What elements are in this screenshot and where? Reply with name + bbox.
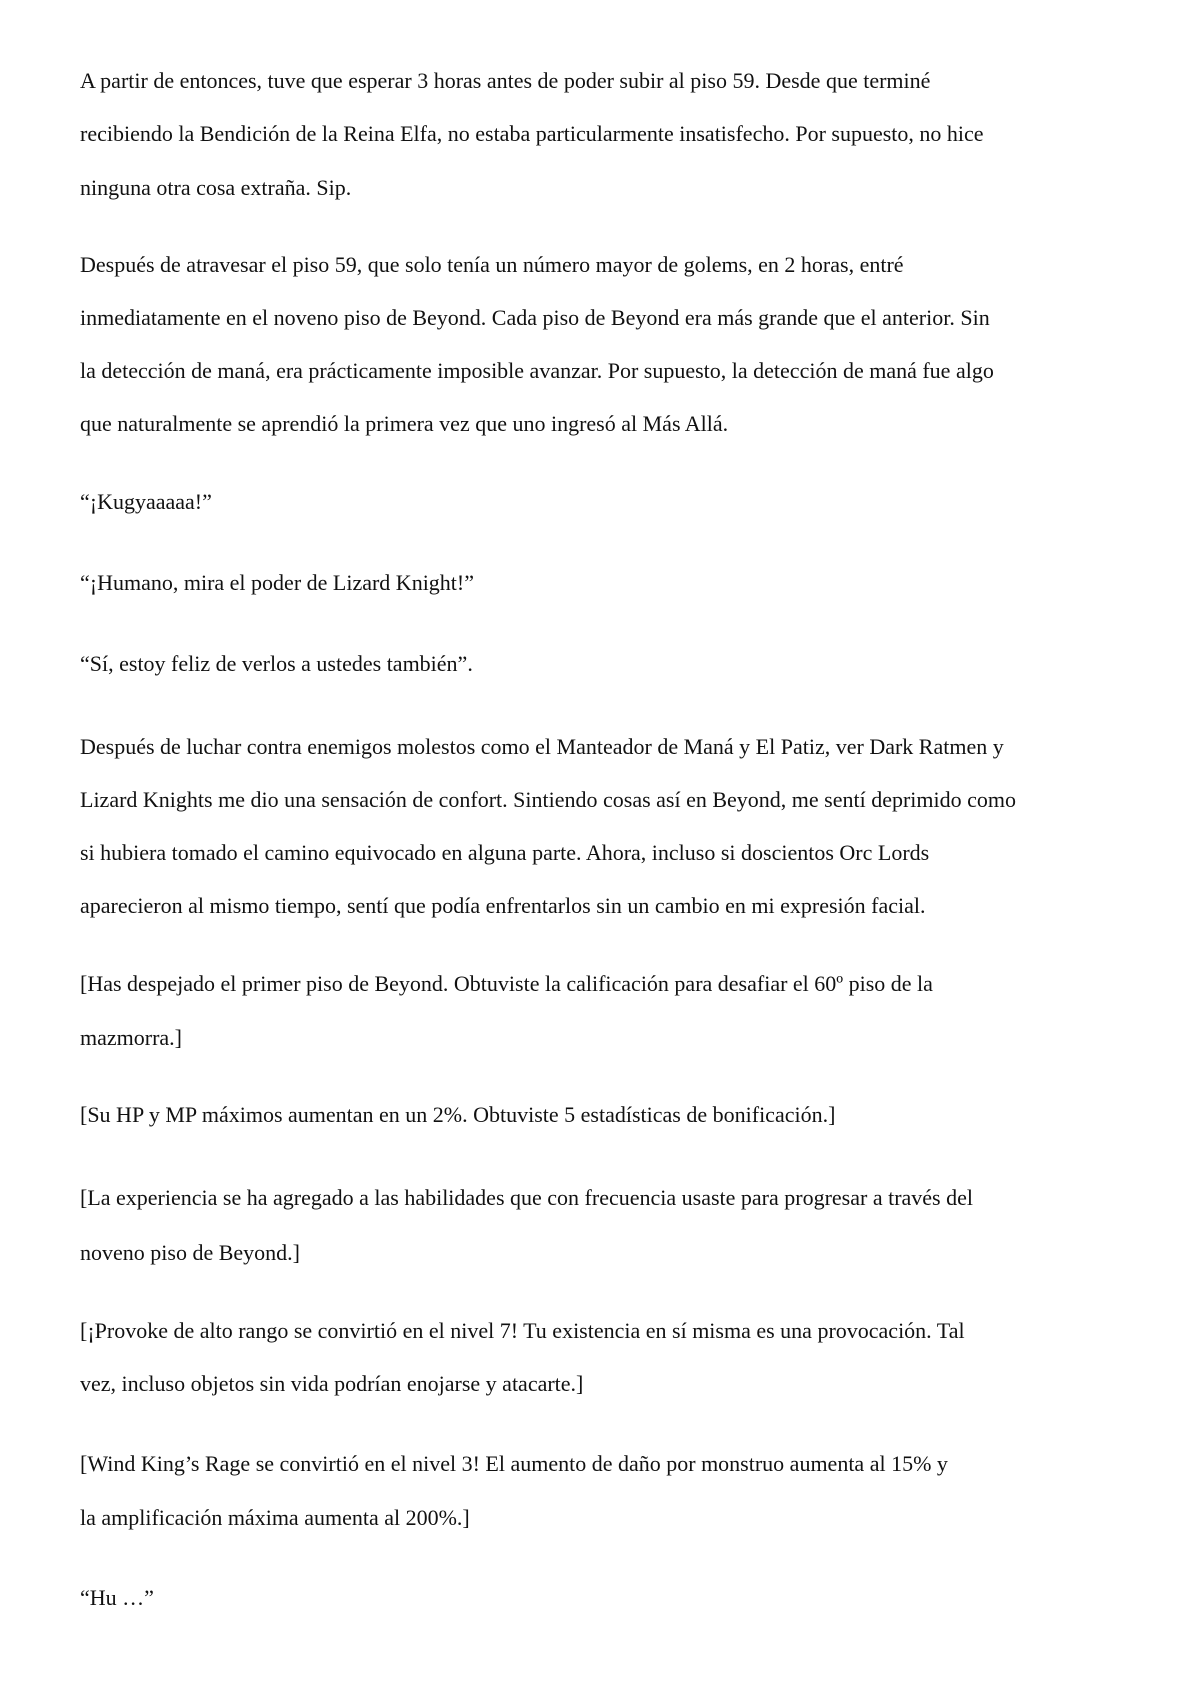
text-line: la detección de maná, era prácticamente imposible avanzar. Por supuesto, la detección de maná fue algo bbox=[80, 358, 994, 383]
dialogue-line: “Sí, estoy feliz de verlos a ustedes también”. bbox=[80, 651, 473, 676]
system-message-line: [¡Provoke de alto rango se convirtió en el nivel 7! Tu existencia en sí misma es una provocación. Tal bbox=[80, 1318, 965, 1343]
system-message-line: [Su HP y MP máximos aumentan en un 2%. Obtuviste 5 estadísticas de bonificación.] bbox=[80, 1102, 836, 1127]
text-line: ninguna otra cosa extraña. Sip. bbox=[80, 175, 352, 200]
dialogue-line: “¡Kugyaaaaa!” bbox=[80, 489, 212, 514]
system-message-line: la amplificación máxima aumenta al 200%.] bbox=[80, 1505, 470, 1530]
system-message-line: mazmorra.] bbox=[80, 1025, 182, 1050]
system-message-line: [Wind King’s Rage se convirtió en el nivel 3! El aumento de daño por monstruo aumenta al 15% y bbox=[80, 1451, 948, 1476]
system-message-line: [Has despejado el primer piso de Beyond. Obtuviste la calificación para desafiar el 60º piso de la bbox=[80, 971, 933, 996]
text-line: recibiendo la Bendición de la Reina Elfa, no estaba particularmente insatisfecho. Por supuesto, no hice bbox=[80, 121, 984, 146]
text-line: que naturalmente se aprendió la primera vez que uno ingresó al Más Allá. bbox=[80, 411, 729, 436]
system-message-line: [La experiencia se ha agregado a las habilidades que con frecuencia usaste para progresar a través del bbox=[80, 1185, 973, 1210]
text-line: si hubiera tomado el camino equivocado en alguna parte. Ahora, incluso si doscientos Orc Lords bbox=[80, 840, 930, 865]
dialogue-line: “¡Humano, mira el poder de Lizard Knight!” bbox=[80, 570, 475, 595]
system-message-line: vez, incluso objetos sin vida podrían enojarse y atacarte.] bbox=[80, 1371, 584, 1396]
system-message-line: noveno piso de Beyond.] bbox=[80, 1240, 300, 1265]
dialogue-line: “Hu …” bbox=[80, 1585, 154, 1610]
text-line: aparecieron al mismo tiempo, sentí que podía enfrentarlos sin un cambio en mi expresión facial. bbox=[80, 893, 926, 918]
text-line: inmediatamente en el noveno piso de Beyond. Cada piso de Beyond era más grande que el anterior. Sin bbox=[80, 305, 990, 330]
text-line: Lizard Knights me dio una sensación de confort. Sintiendo cosas así en Beyond, me sentí deprimido como bbox=[80, 787, 1017, 812]
text-line: Después de luchar contra enemigos molestos como el Manteador de Maná y El Patiz, ver Dark Ratmen y bbox=[80, 734, 1004, 759]
text-line: Después de atravesar el piso 59, que solo tenía un número mayor de golems, en 2 horas, entré bbox=[80, 252, 904, 277]
text-line: A partir de entonces, tuve que esperar 3 horas antes de poder subir al piso 59. Desde que terminé bbox=[80, 68, 931, 93]
